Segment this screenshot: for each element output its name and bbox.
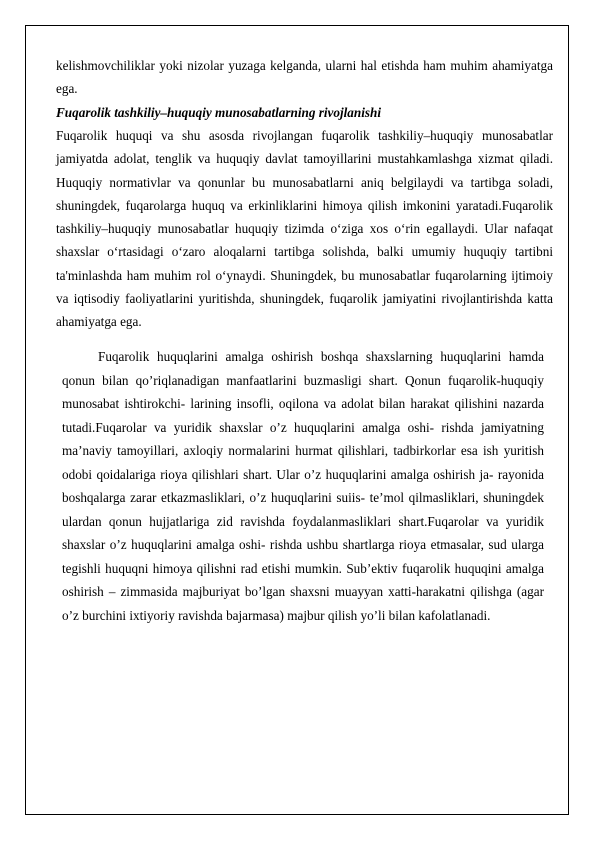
section-heading: Fuqarolik tashkiliy–huquqiy munosabatlarning rivojlanishi: [56, 105, 382, 120]
rights-paragraph: Fuqarolik huquqlarini amalga oshirish boshqa shaxslarning huquqlarini hamda qonun bilan qo’riqlanadigan manfaatlarini buzmasligi shart. Qonun fuqarolik-huquqiy munosabat ishtirokchi- larining insofli, oqilona va adolat bilan harakat qilishini nazarda tutadi.Fuqarolar va yuridik shaxslar o’z huquqlarini amalga oshi- rishda jamiyatning ma’naviy tamoyillari, axloqiy normalarini hurmat qilishlari, tadbirkorlar esa ish yuritish odobi qoidalariga rioya qilishlari shart. Ular o’z huquqlarini amalga oshirish ja- rayonida boshqalarga zarar etkazmasliklari, o’z huquqlarini suiis- te’mol qilmasliklari, shuningdek ulardan qonun hujjatlariga zid ravishda foydalanmasliklari shart.Fuqarolar va yuridik shaxslar o’z huquqlarini amalga oshi- rishda ushbu shartlarga rioya etmasalar, sud ularga tegishli huquqni himoya qilishni rad etishi mumkin. Sub’ektiv fuqarolik huquqini amalga oshirish – zimmasida majburiyat bo’lgan shaxsni muayyan xatti-harakatni qilishga (agar o’z burchini ixtiyoriy ravishda bajarmasa) majbur qilish yo’li bilan kafolatlanadi.: [62, 349, 544, 623]
section-paragraph: Fuqarolik huquqi va shu asosda rivojlangan fuqarolik tashkiliy–huquqiy munosabatlar jamiyatda adolat, tenglik va huquqiy davlat tamoyillarini mustahkamlashga xizmat qiladi. Huquqiy normativlar va qonunlar bu munosabatlarni aniq belgilaydi va tartibga soladi, shuningdek, fuqarolarga huquq va erkinliklarini himoya qilish imkonini yaratadi.Fuqarolik tashkiliy–huquqiy munosabatlar huquqiy tizimda o‘ziga xos o‘rin egallaydi. Ular nafaqat shaxslar o‘rtasidagi o‘zaro aloqalarni tartibga solishda, balki umumiy huquqiy tartibni ta'minlashda ham muhim rol o‘ynaydi. Shuningdek, bu munosabatlar fuqarolarning ijtimoiy va iqtisodiy faoliyatlarini yuritishda, shuningdek, fuqarolik jamiyatini rivojlantirishda katta ahamiyatga ega.: [56, 128, 553, 330]
intro-paragraph: kelishmovchiliklar yoki nizolar yuzaga kelganda, ularni hal etishda ham muhim ahamiyatga ega.: [56, 58, 553, 97]
